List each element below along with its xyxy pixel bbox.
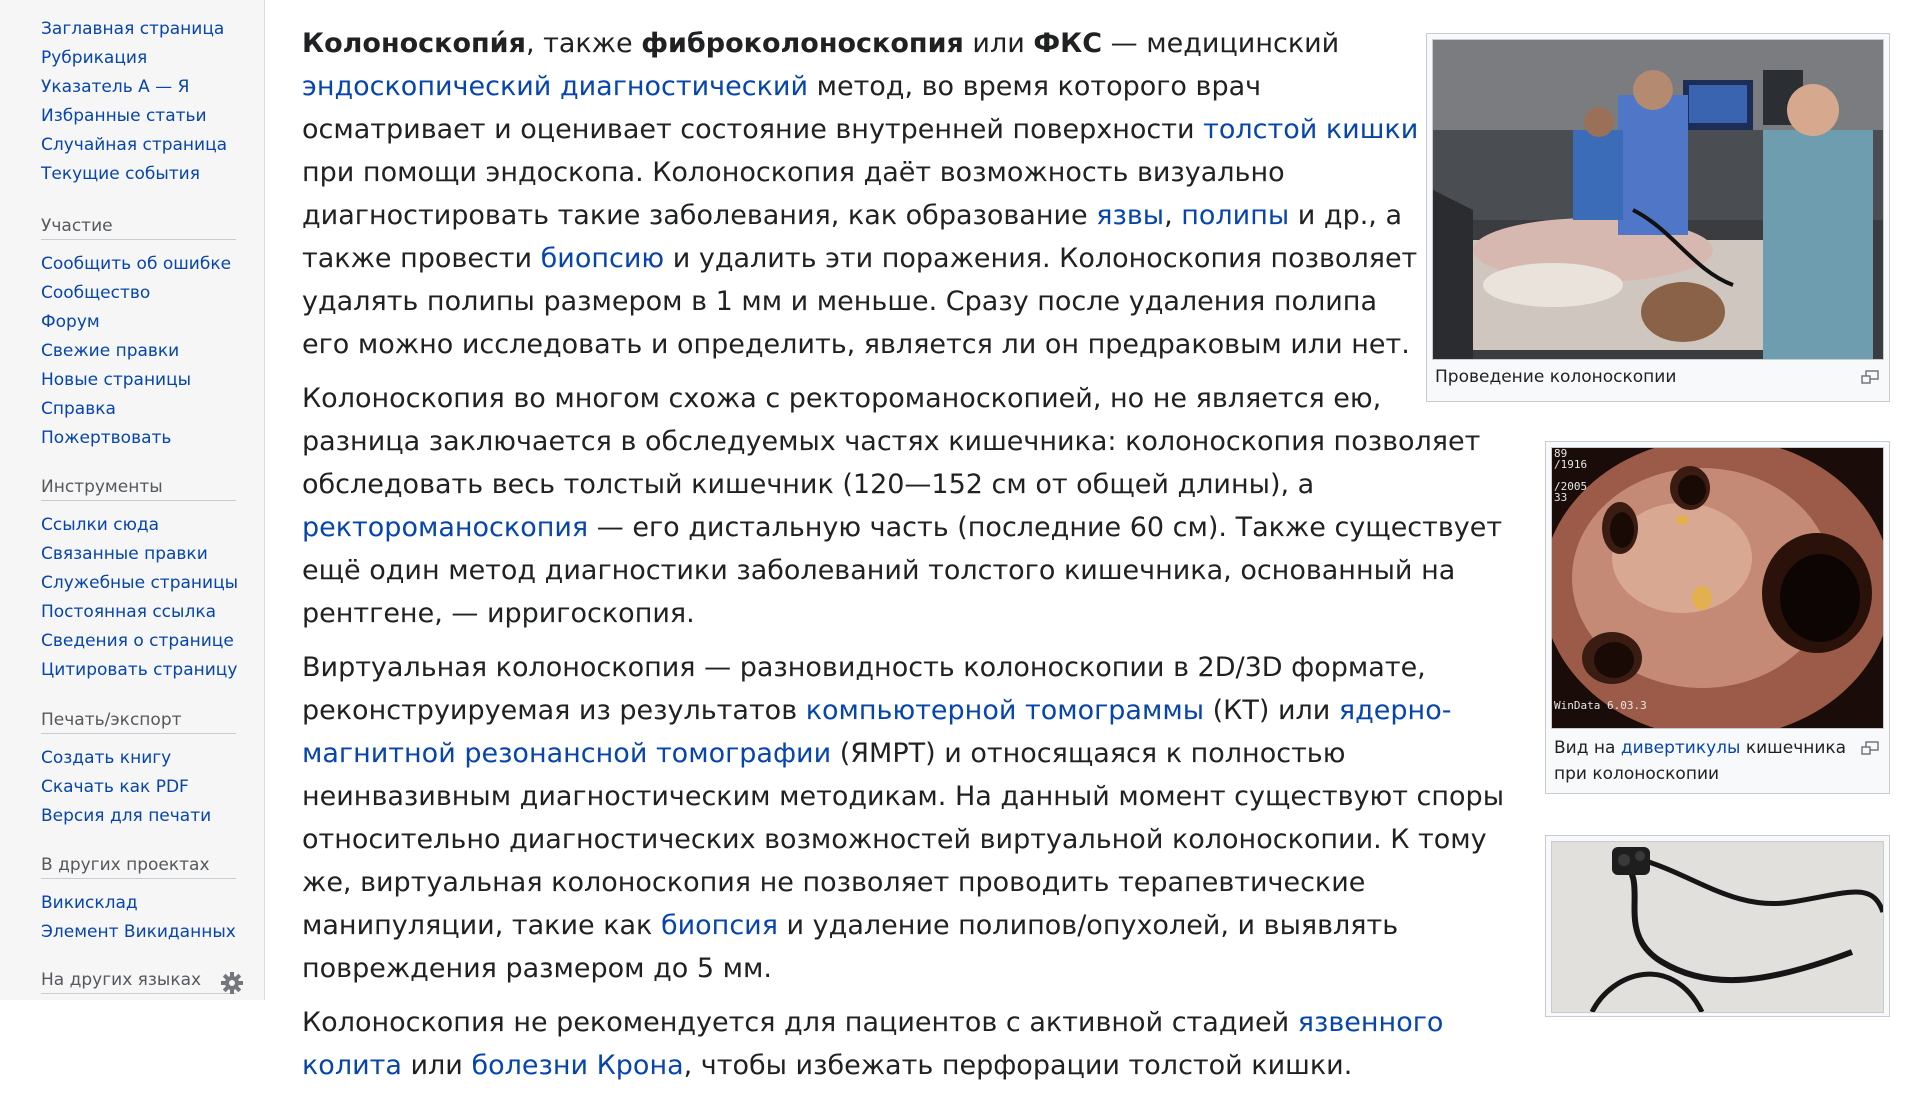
text-segment: метод, во время которого врач осматривает и оценивает состояние внутренней поверхности	[302, 71, 1262, 145]
text-segment: и удаление полипов/опухолей, и выявлять повреждения размером до 5 мм.	[302, 910, 1399, 984]
nav-download-pdf[interactable]: Скачать как PDF	[41, 777, 189, 797]
overlay-line: 89	[1554, 447, 1568, 460]
paragraph-contraindications	[302, 1001, 1507, 1087]
figure-diverticula-caption	[1554, 735, 1853, 787]
link-colon[interactable]: толстой кишки	[1203, 114, 1419, 145]
nav-main-list	[41, 15, 236, 189]
paragraph-virtual	[302, 646, 1507, 990]
nav-page-info[interactable]: Сведения о странице	[41, 631, 234, 651]
nav-wikidata-item[interactable]: Элемент Викиданных	[41, 922, 236, 942]
magnify-icon[interactable]	[1861, 370, 1879, 384]
text-segment: или	[401, 1050, 472, 1081]
photo-endoscope[interactable]	[1551, 841, 1884, 1013]
text-segment: , чтобы избежать перфорации толстой кишки.	[683, 1050, 1353, 1081]
article-body	[302, 22, 1507, 1098]
nav-create-book[interactable]: Создать книгу	[41, 748, 172, 768]
text-segment: и др., а также провести	[302, 200, 1403, 274]
nav-community[interactable]: Сообщество	[41, 283, 151, 303]
nav-report-error[interactable]: Сообщить об ошибке	[41, 254, 232, 274]
link-endoscopic[interactable]: эндоскопический	[302, 71, 552, 102]
link-ulcerative-colitis[interactable]: язвенного колита	[302, 1007, 1444, 1081]
nav-participation	[41, 213, 236, 453]
nav-tools-heading: Инструменты	[41, 474, 236, 501]
paragraph-intro	[302, 22, 1420, 366]
overlay-line: 33	[1554, 491, 1568, 504]
paragraph-rectoscopy	[302, 377, 1507, 635]
figure-procedure	[1426, 33, 1890, 402]
overlay-line: /1916	[1554, 458, 1588, 471]
nav-new-pages[interactable]: Новые страницы	[41, 370, 192, 390]
text-segment: (ЯМРТ) и относящаяся к полностью неинвазивным диагностическим методикам. На данный момент существуют споры относительно диагностических возможностей виртуальной колоноскопии. К тому же, виртуальная колоноскопия не позволяет проводить терапевтические манипуляции, такие как	[302, 738, 1505, 941]
nav-index[interactable]: Указатель А — Я	[41, 77, 190, 97]
text-segment: (КТ) или	[1204, 695, 1339, 726]
nav-main-page[interactable]: Заглавная страница	[41, 19, 225, 39]
text-segment: при помощи эндоскопа. Колоноскопия даёт возможность визуально диагностировать такие заболевания, как образование	[302, 157, 1285, 231]
magnify-icon[interactable]	[1861, 741, 1879, 755]
nav-projects-heading: В других проектах	[41, 852, 236, 879]
text-segment: ,	[1164, 200, 1182, 231]
link-rectoscopy[interactable]: ректороманоскопия	[302, 512, 589, 543]
nav-featured[interactable]: Избранные статьи	[41, 106, 207, 126]
link-ulcers[interactable]: язвы	[1096, 200, 1165, 231]
text-segment: Виртуальная колоноскопия — разновидность колоноскопии в 2D/3D формате, реконструируемая из результатов	[302, 652, 1426, 726]
text-segment: Колоноскопия во многом схожа с ректороманоскопией, но не является ею, разница заключается в обследуемых частях кишечника: колоноскопия позволяет обследовать весь толстый кишечник (120—152 см от общей длины), а	[302, 383, 1481, 500]
nav-participation-heading: Участие	[41, 213, 236, 240]
nav-donate[interactable]: Пожертвовать	[41, 428, 172, 448]
link-biopsy[interactable]: биопсию	[540, 243, 665, 274]
link-polyps[interactable]: полипы	[1181, 200, 1290, 231]
nav-projects-list	[41, 889, 236, 947]
nav-main	[41, 15, 236, 189]
nav-languages-heading: На других языках	[41, 967, 236, 994]
text-segment: — медицинский	[1102, 28, 1340, 59]
text-segment: Колоноскопия не рекомендуется для пациентов с активной стадией	[302, 1007, 1298, 1038]
nav-commons[interactable]: Викисклад	[41, 893, 138, 913]
figure-procedure-caption: Проведение колоноскопии	[1435, 367, 1677, 387]
nav-projects	[41, 852, 236, 947]
term-fks: ФКС	[1033, 28, 1103, 59]
nav-cite-page[interactable]: Цитировать страницу	[41, 660, 238, 680]
nav-random[interactable]: Случайная страница	[41, 135, 228, 155]
nav-print-list	[41, 744, 236, 831]
caption-text: Вид на	[1554, 738, 1621, 758]
endoscope-overlay-top	[1554, 448, 1587, 503]
photo-colonoscopy-procedure[interactable]	[1432, 39, 1884, 360]
figure-diverticula	[1545, 441, 1890, 794]
nav-languages	[41, 967, 236, 1004]
nav-rubrication[interactable]: Рубрикация	[41, 48, 148, 68]
nav-print-heading: Печать/экспорт	[41, 707, 236, 734]
text-segment: и удалить эти поражения. Колоноскопия позволяет удалять полипы размером в 1 мм и меньше. Сразу после удаления полипа его можно исследовать и определить, является ли он предраковым или нет.	[302, 243, 1418, 360]
gear-icon[interactable]	[220, 971, 244, 995]
link-ct[interactable]: компьютерной томограммы	[805, 695, 1205, 726]
nav-tools-list	[41, 511, 239, 685]
nav-recent-changes[interactable]: Свежие правки	[41, 341, 180, 361]
nav-permanent-link[interactable]: Постоянная ссылка	[41, 602, 217, 622]
text-segment: — его дистальную часть (последние 60 см). Также существует ещё один метод диагностики заболеваний толстого кишечника, основанный на рентгене, — ирригоскопия.	[302, 512, 1503, 629]
nav-what-links-here[interactable]: Ссылки сюда	[41, 515, 160, 535]
nav-related-changes[interactable]: Связанные правки	[41, 544, 208, 564]
nav-participation-list	[41, 250, 236, 453]
nav-current-events[interactable]: Текущие события	[41, 164, 200, 184]
nav-print-version[interactable]: Версия для печати	[41, 806, 212, 826]
nav-help[interactable]: Справка	[41, 399, 116, 419]
sidebar	[0, 0, 265, 1000]
text-segment: или	[963, 28, 1034, 59]
term-fibrocolonoscopy: фиброколоноскопия	[641, 28, 964, 59]
link-diverticula[interactable]: дивертикулы	[1620, 738, 1741, 758]
link-diagnostic[interactable]: диагностический	[559, 71, 808, 102]
caption-text: кишечника при колоноскопии	[1554, 738, 1847, 784]
overlay-line: /2005	[1554, 480, 1588, 493]
text-segment	[551, 71, 560, 102]
nav-special-pages[interactable]: Служебные страницы	[41, 573, 239, 593]
link-mri[interactable]: ядерно-магнитной резонансной томографии	[302, 695, 1452, 769]
link-biopsy-2[interactable]: биопсия	[660, 910, 778, 941]
nav-forum[interactable]: Форум	[41, 312, 100, 332]
text-segment: , также	[525, 28, 642, 59]
term-colonoscopy: Колоноскопи́я	[302, 28, 526, 59]
figure-endoscope	[1545, 835, 1890, 1017]
nav-tools	[41, 474, 239, 685]
endoscope-overlay-bottom: WinData 6.03.3	[1554, 699, 1647, 712]
link-crohn[interactable]: болезни Крона	[471, 1050, 684, 1081]
nav-print	[41, 707, 236, 831]
photo-diverticula[interactable]	[1551, 447, 1884, 729]
